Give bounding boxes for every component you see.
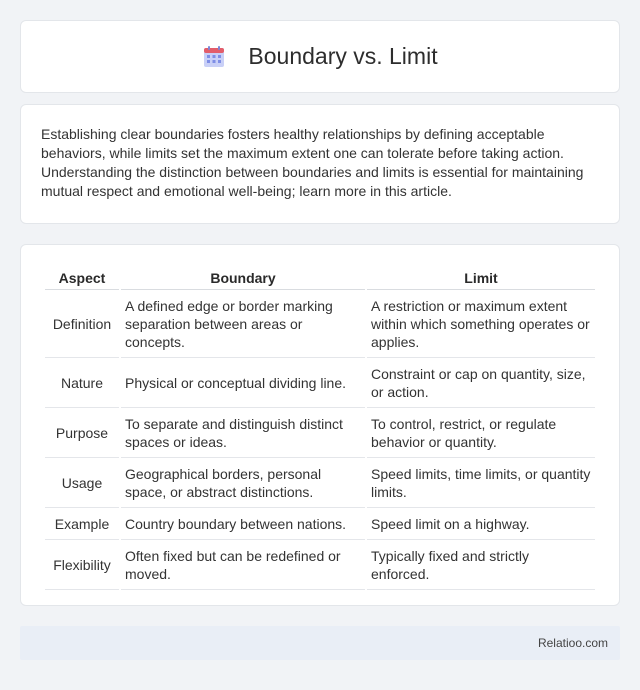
table-row [45, 290, 595, 358]
cell-boundary: Physical or conceptual dividing line. [121, 358, 365, 408]
table-row [45, 508, 595, 540]
comparison-card [20, 244, 620, 606]
table-header-row [45, 265, 595, 290]
table-row [45, 358, 595, 408]
cell-aspect: Example [45, 508, 119, 540]
table-row [45, 540, 595, 590]
cell-boundary: Country boundary between nations. [121, 508, 365, 540]
table-row [45, 408, 595, 458]
cell-limit: Typically fixed and strictly enforced. [367, 540, 595, 590]
calendar-icon [202, 45, 226, 69]
title-wrap [202, 43, 437, 70]
cell-limit: Speed limits, time limits, or quantity limits. [367, 458, 595, 508]
header-card [20, 20, 620, 93]
cell-boundary: A defined edge or border marking separation between areas or concepts. [121, 290, 365, 358]
table-row [45, 458, 595, 508]
footer-bar [20, 626, 620, 660]
page-title: Boundary vs. Limit [248, 43, 438, 69]
cell-aspect: Flexibility [45, 540, 119, 590]
cell-limit: A restriction or maximum extent within which something operates or applies. [367, 290, 595, 358]
cell-limit: To control, restrict, or regulate behavior or quantity. [367, 408, 595, 458]
header-limit: Limit [367, 265, 595, 290]
cell-aspect: Purpose [45, 408, 119, 458]
cell-boundary: Often fixed but can be redefined or moved. [121, 540, 365, 590]
intro-paragraph: Establishing clear boundaries fosters healthy relationships by defining acceptable behaviors, while limits set the maximum extent one can tolerate before taking action. Understanding the distinction between boundaries and limits is essential for maintaining mutual respect and emotional well-being; learn more in this article. [41, 126, 584, 199]
footer-brand-link[interactable]: Relatioo.com [537, 636, 608, 650]
cell-boundary: To separate and distinguish distinct spaces or ideas. [121, 408, 365, 458]
intro-card [20, 104, 620, 224]
header-aspect: Aspect [45, 265, 119, 290]
comparison-table [43, 265, 597, 590]
cell-limit: Constraint or cap on quantity, size, or action. [367, 358, 595, 408]
cell-aspect: Nature [45, 358, 119, 408]
cell-aspect: Definition [45, 290, 119, 358]
cell-boundary: Geographical borders, personal space, or abstract distinctions. [121, 458, 365, 508]
header-boundary: Boundary [121, 265, 365, 290]
cell-aspect: Usage [45, 458, 119, 508]
cell-limit: Speed limit on a highway. [367, 508, 595, 540]
